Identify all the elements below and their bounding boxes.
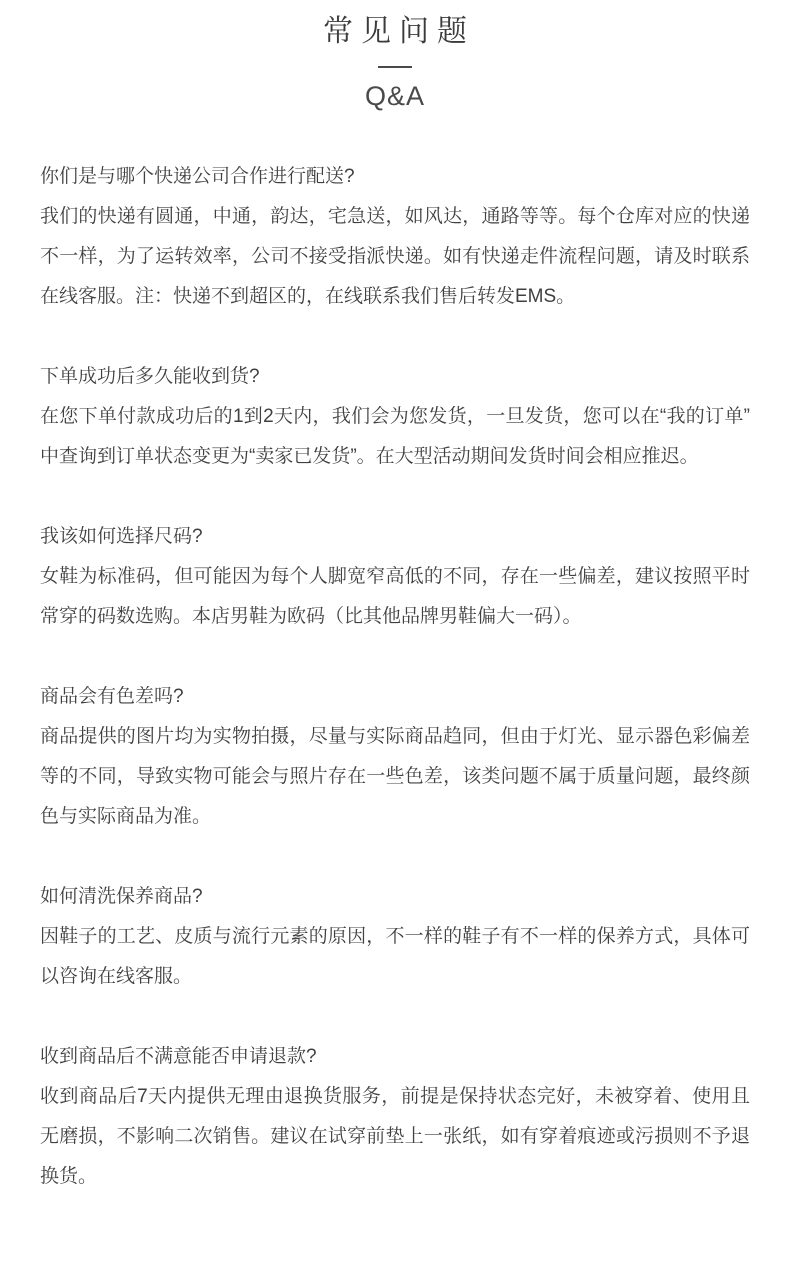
faq-section <box>40 517 750 637</box>
faq-section <box>40 1037 750 1197</box>
faq-section <box>40 677 750 837</box>
faq-answer: 女鞋为标准码，但可能因为每个人脚宽窄高低的不同，存在一些偏差，建议按照平时常穿的码数选购。本店男鞋为欧码（比其他品牌男鞋偏大一码）。 <box>40 566 750 627</box>
title-divider <box>378 66 412 68</box>
faq-question: 收到商品后不满意能否申请退款? <box>40 1046 317 1067</box>
faq-answer: 商品提供的图片均为实物拍摄，尽量与实际商品趋同，但由于灯光、显示器色彩偏差等的不同，导致实物可能会与照片存在一些色差，该类问题不属于质量问题，最终颜色与实际商品为准。 <box>40 726 750 827</box>
faq-section <box>40 157 750 317</box>
faq-answer: 我们的快递有圆通，中通，韵达，宅急送，如风达，通路等等。每个仓库对应的快递不一样，为了运转效率，公司不接受指派快递。如有快递走件流程问题，请及时联系在线客服。注：快递不到超区的，在线联系我们售后转发EMS。 <box>40 206 750 307</box>
faq-answer: 在您下单付款成功后的1到2天内，我们会为您发货，一旦发货，您可以在“我的订单”中查询到订单状态变更为“卖家已发货”。在大型活动期间发货时间会相应推迟。 <box>40 406 750 467</box>
faq-section <box>40 357 750 477</box>
faq-question: 你们是与哪个快递公司合作进行配送? <box>40 166 355 187</box>
faq-list <box>0 113 790 1197</box>
faq-section <box>40 877 750 997</box>
faq-answer: 收到商品后7天内提供无理由退换货服务，前提是保持状态完好，未被穿着、使用且无磨损，不影响二次销售。建议在试穿前垫上一张纸，如有穿着痕迹或污损则不予退换货。 <box>40 1086 750 1187</box>
faq-question: 商品会有色差吗? <box>40 686 184 707</box>
faq-answer: 因鞋子的工艺、皮质与流行元素的原因，不一样的鞋子有不一样的保养方式，具体可以咨询在线客服。 <box>40 926 750 987</box>
faq-question: 下单成功后多久能收到货? <box>40 366 260 387</box>
page-title: 常见问题 <box>323 15 475 48</box>
faq-question: 如何清洗保养商品? <box>40 886 203 907</box>
page-header <box>0 0 790 113</box>
page-subtitle: Q&A <box>364 81 426 111</box>
faq-question: 我该如何选择尺码? <box>40 526 203 547</box>
